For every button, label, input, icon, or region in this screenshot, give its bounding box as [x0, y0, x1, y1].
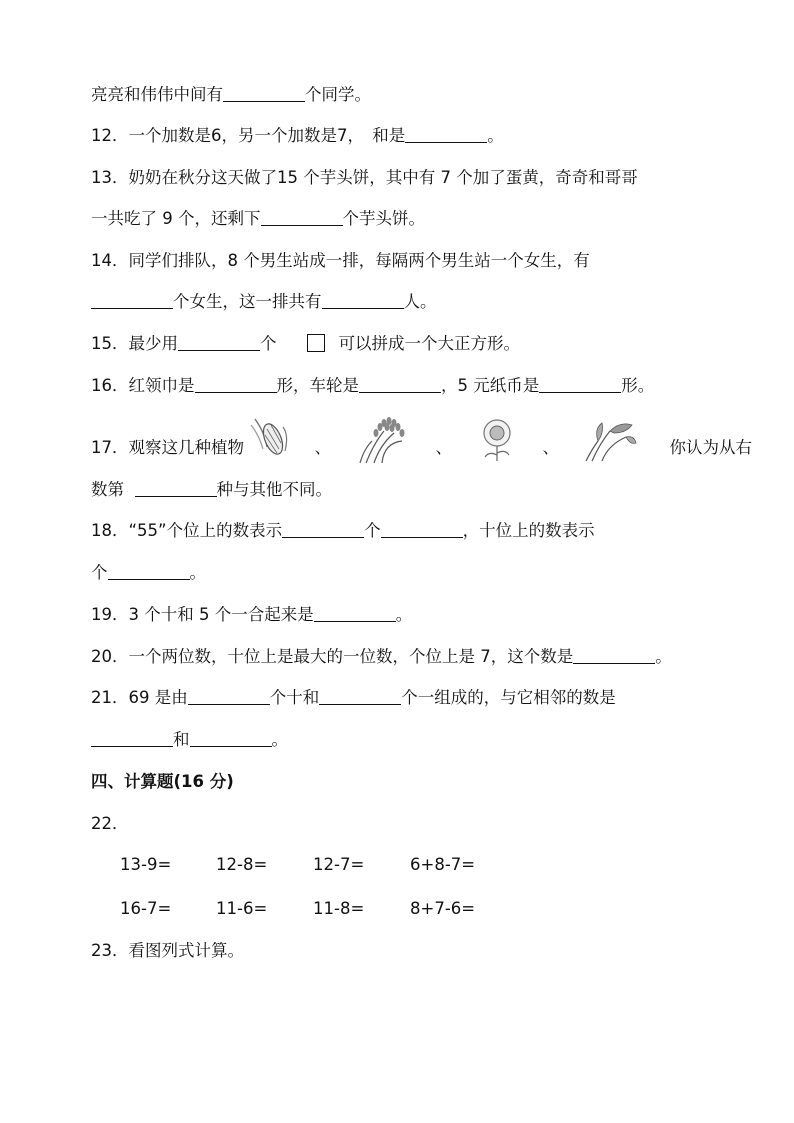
text: 21．69 是由: [91, 688, 188, 707]
answer-blank[interactable]: [573, 647, 655, 664]
question-16: [91, 374, 654, 398]
question-13-line2: [91, 207, 425, 231]
text: 。: [487, 126, 504, 145]
question-17-line2: [91, 478, 332, 502]
calc-item: 8+7-6=: [410, 899, 476, 918]
text: 14．同学们排队，8 个男生站成一排，每隔两个男生站一个女生，有: [91, 251, 590, 270]
answer-blank[interactable]: [108, 563, 190, 580]
text: 19．3 个十和 5 个一合起来是: [91, 605, 314, 624]
text: 一共吃了 9 个，还剩下: [91, 209, 261, 228]
question-15: [91, 332, 520, 356]
q11-tail: [91, 83, 371, 107]
text: 你认为从右: [669, 438, 752, 457]
answer-blank[interactable]: [261, 209, 343, 226]
text: 15．最少用: [91, 334, 178, 353]
calc-item: 6+8-7=: [410, 855, 476, 874]
text: 数第: [91, 480, 124, 499]
answer-blank[interactable]: [314, 605, 396, 622]
question-21-line2: [91, 728, 288, 752]
text: 13．奶奶在秋分这天做了15 个芋头饼，其中有 7 个加了蛋黄，奇奇和哥哥: [91, 168, 638, 187]
question-22-label: 22．: [91, 814, 129, 833]
answer-blank[interactable]: [322, 292, 404, 309]
question-19: [91, 603, 412, 627]
calc-item: 13-9=: [120, 855, 172, 874]
answer-blank[interactable]: [223, 85, 305, 102]
answer-blank[interactable]: [188, 688, 270, 705]
rice-plant-icon: [354, 413, 412, 484]
question-20: [91, 645, 672, 669]
text: 个: [260, 334, 277, 353]
calc-item: 11-6=: [216, 899, 268, 918]
text: 个女生，这一排共有: [173, 292, 322, 311]
text: 个十和: [269, 688, 320, 707]
text: 和: [173, 730, 190, 749]
text: 可以拼成一个大正方形。: [338, 334, 520, 353]
calc-item: 11-8=: [313, 899, 365, 918]
text: 17．观察这几种植物: [91, 438, 244, 457]
calc-item: 16-7=: [120, 899, 172, 918]
question-17-line1: [91, 413, 752, 463]
question-18-line1: [91, 519, 595, 543]
answer-blank[interactable]: [282, 521, 364, 538]
answer-blank[interactable]: [381, 521, 463, 538]
text: 个: [364, 521, 381, 540]
answer-blank[interactable]: [405, 126, 487, 143]
question-12: [91, 124, 504, 148]
corn-icon: [249, 415, 291, 482]
text: 。: [189, 563, 206, 582]
question-23: 23．看图列式计算。: [91, 941, 244, 960]
answer-blank[interactable]: [359, 376, 441, 393]
text: ，十位上的数表示: [462, 521, 595, 540]
wheat-icon: [582, 415, 638, 482]
text: 12．一个加数是6，另一个加数是7， 和是: [91, 126, 406, 145]
text: 个: [91, 563, 108, 582]
answer-blank[interactable]: [91, 292, 173, 309]
separator: 、: [542, 438, 559, 457]
text: 个同学。: [305, 85, 371, 104]
calc-item: 12-8=: [216, 855, 268, 874]
text: 。: [655, 647, 672, 666]
text: 种与其他不同。: [216, 480, 332, 499]
text: ，5 元纸币是: [441, 376, 540, 395]
text: 亮亮和伟伟中间有: [91, 85, 223, 104]
text: 20．一个两位数，十位上是最大的一位数，个位上是 7，这个数是: [91, 647, 574, 666]
calc-item: 12-7=: [313, 855, 365, 874]
text: 。: [395, 605, 413, 624]
separator: 、: [314, 438, 331, 457]
text: 18．“55”个位上的数表示: [91, 521, 283, 540]
question-13-line1: [91, 166, 638, 190]
separator: 、: [435, 438, 452, 457]
sunflower-icon: [475, 415, 519, 482]
section-heading: 四、计算题(16 分): [91, 772, 234, 791]
text: 人。: [403, 292, 437, 311]
text: 个芋头饼。: [342, 209, 425, 228]
answer-blank[interactable]: [91, 730, 173, 747]
question-14-line1: [91, 249, 590, 273]
text: 形，车轮是: [276, 376, 359, 395]
text: 16．红领巾是: [91, 376, 195, 395]
question-18-line2: [91, 561, 206, 585]
answer-blank[interactable]: [539, 376, 621, 393]
answer-blank[interactable]: [178, 334, 260, 351]
small-square-icon: [307, 334, 325, 352]
text: 。: [271, 730, 288, 749]
answer-blank[interactable]: [190, 730, 272, 747]
text: 个一组成的，与它相邻的数是: [401, 688, 616, 707]
question-21-line1: [91, 686, 616, 710]
answer-blank[interactable]: [319, 688, 401, 705]
question-14-line2: [91, 290, 437, 314]
answer-blank[interactable]: [135, 480, 217, 497]
answer-blank[interactable]: [195, 376, 277, 393]
text: 形。: [621, 376, 655, 395]
